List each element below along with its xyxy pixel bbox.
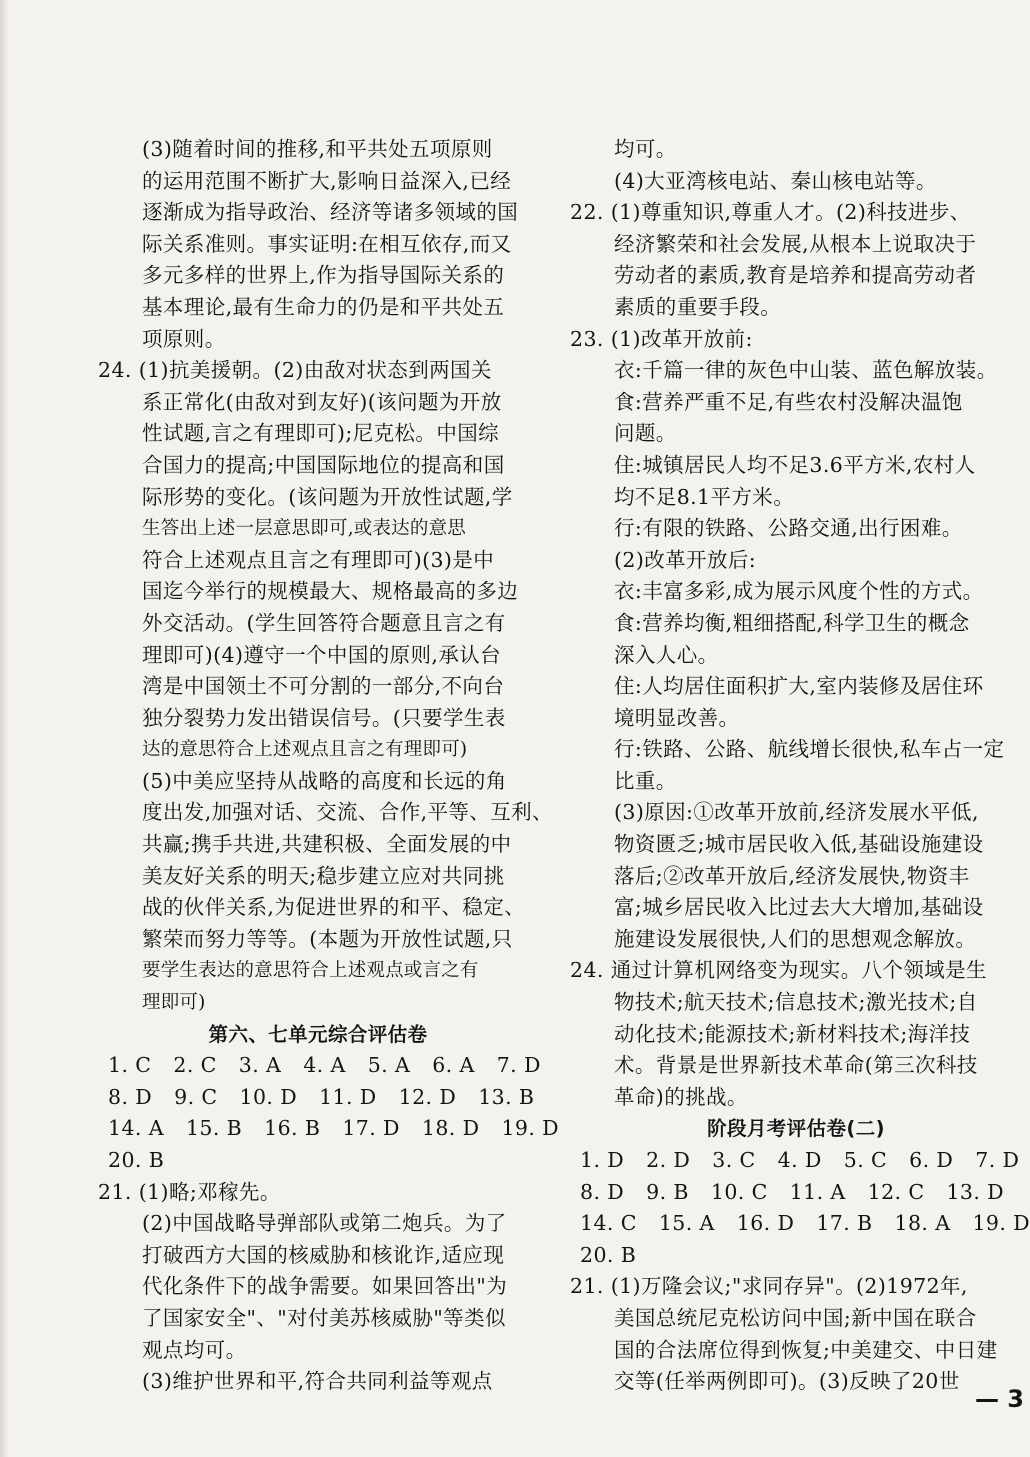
answer-choice: 18. A	[894, 1211, 951, 1236]
answer-choice: 16. B	[264, 1116, 321, 1141]
answer-choice: 7. D	[975, 1148, 1020, 1172]
answer-row	[570, 1208, 1030, 1240]
answer-choice: 9. B	[646, 1179, 689, 1204]
text-line: 代化条件下的战争需要。如果回答出"为	[142, 1274, 508, 1299]
text-line: 24. 通过计算机网络变为现实。八个领域是生	[570, 958, 987, 983]
text-line: 的运用范围不断扩大,影响日益深入,已经	[142, 168, 512, 193]
answer-choice: 1. D	[580, 1148, 625, 1172]
text-line: 项原则。	[142, 326, 226, 351]
text-line: 性试题,言之有理即可);尼克松。中国综	[142, 421, 500, 446]
text-line: (2)改革开放后:	[614, 547, 757, 572]
text-line: 国的合法席位得到恢复;中美建交、中日建	[614, 1337, 998, 1362]
text-line: 住:人均居住面积扩大,室内装修及居住环	[614, 674, 984, 699]
answer-choice: 18. D	[421, 1116, 480, 1141]
text-line: 术。背景是世界新技术革命(第三次科技	[614, 1053, 978, 1078]
answer-choice: 16. D	[736, 1211, 795, 1236]
answer-choice: 7. D	[496, 1053, 541, 1078]
left-column	[98, 134, 559, 1398]
page-number: — 3	[974, 1385, 1024, 1413]
text-line: 合国力的提高;中国国际地位的提高和国	[142, 452, 505, 477]
answer-choice: 4. D	[777, 1148, 822, 1172]
text-line: 生答出上述一层意思即可,或表达的意思	[142, 518, 466, 540]
text-line: 食:营养严重不足,有些农村没解决温饱	[614, 389, 963, 414]
text-line: 独分裂势力发出错误信号。(只要学生表	[142, 705, 506, 730]
text-line: 观点均可。	[142, 1337, 247, 1362]
answer-choice: 15. B	[185, 1116, 243, 1141]
answer-row	[98, 1082, 538, 1114]
text-line: 22. (1)尊重知识,尊重人才。(2)科技进步、	[570, 200, 971, 225]
answer-choice: 13. B	[478, 1084, 535, 1109]
answer-choice: 11. D	[319, 1084, 377, 1109]
section-title: 第六、七单元综合评估卷	[208, 1022, 428, 1046]
text-line: 21. (1)万隆会议;"求同存异"。(2)1972年,	[570, 1274, 968, 1299]
answer-choice: 12. C	[867, 1179, 925, 1204]
text-line: (3)维护世界和平,符合共同利益等观点	[142, 1369, 493, 1394]
text-line: 住:城镇居民人均不足3.6平方米,农村人	[614, 452, 976, 477]
text-line: 符合上述观点且言之有理即可)(3)是中	[142, 547, 495, 572]
text-line: 达的意思符合上述观点且言之有理即可)	[142, 739, 468, 761]
text-line: 经济繁荣和社会发展,从根本上说取决于	[614, 231, 977, 256]
text-line: 21. (1)略;邓稼先。	[98, 1179, 281, 1204]
text-line: 系正常化(由敌对到友好)(该问题为开放	[142, 389, 502, 414]
answer-choice: 6. D	[909, 1148, 954, 1172]
answer-choice: 1. C	[108, 1053, 152, 1078]
text-line: (3)原因:①改革开放前,经济发展水平低,	[614, 800, 979, 825]
text-line: 境明显改善。	[614, 705, 740, 730]
answer-choice: 8. D	[580, 1179, 625, 1204]
text-line: 行:铁路、公路、航线增长很快,私车占一定	[614, 737, 1005, 762]
text-line: 交等(任举两例即可)。(3)反映了20世	[614, 1369, 960, 1394]
answer-choice: 2. D	[646, 1148, 691, 1172]
answer-choice: 17. B	[816, 1211, 873, 1236]
text-line: 理即可)	[142, 992, 206, 1014]
text-line: 理即可)(4)遵守一个中国的原则,承认台	[142, 642, 502, 667]
text-line: 劳动者的素质,教育是培养和提高劳动者	[614, 263, 977, 288]
answer-row	[98, 1145, 538, 1177]
answer-choice: 3. A	[238, 1053, 282, 1078]
answer-row	[98, 1050, 541, 1082]
text-line: 际关系准则。事实证明:在相互依存,而又	[142, 231, 512, 256]
answer-row	[570, 1145, 1022, 1177]
text-line: (5)中美应坚持从战略的高度和长远的角	[142, 768, 507, 793]
text-line: 物技术;航天技术;信息技术;激光技术;自	[614, 990, 978, 1015]
text-line: 动化技术;能源技术;新材料技术;海洋技	[614, 1021, 971, 1046]
text-line: (2)中国战略导弹部队或第二炮兵。为了	[142, 1211, 507, 1236]
text-line: 了国家安全"、"对付美苏核威胁"等类似	[142, 1305, 506, 1330]
text-line: 衣:千篇一律的灰色中山装、蓝色解放装。	[614, 358, 998, 383]
text-line: 施建设发展很快,人们的思想观念解放。	[614, 926, 977, 951]
text-line: 衣:丰富多彩,成为展示风度个性的方式。	[614, 579, 984, 604]
text-line: 比重。	[614, 768, 677, 793]
text-line: 食:营养均衡,粗细搭配,科学卫生的概念	[614, 610, 970, 635]
text-line: 多元多样的世界上,作为指导国际关系的	[142, 263, 505, 288]
answer-choice: 9. C	[174, 1084, 218, 1109]
answer-choice: 15. A	[658, 1211, 715, 1236]
text-line: 基本理论,最有生命力的仍是和平共处五	[142, 294, 505, 319]
text-line: 逐渐成为指导政治、经济等诸多领域的国	[142, 200, 519, 225]
answer-row	[98, 1113, 559, 1145]
answer-choice: 10. D	[239, 1084, 298, 1109]
answer-choice: 14. A	[108, 1116, 164, 1141]
answer-row	[570, 1240, 1022, 1272]
right-column	[570, 134, 1030, 1398]
text-line: 落后;②改革开放后,经济发展快,物资丰	[614, 863, 970, 888]
text-line: 际形势的变化。(该问题为开放性试题,学	[142, 484, 513, 509]
text-line: 美国总统尼克松访问中国;新中国在联合	[614, 1305, 977, 1330]
page-edge-shadow	[0, 0, 8, 1457]
answer-choice: 3. C	[712, 1148, 756, 1172]
answer-row	[570, 1177, 1022, 1209]
text-line: 外交活动。(学生回答符合题意且言之有	[142, 610, 506, 635]
answer-choice: 5. A	[367, 1053, 411, 1078]
answer-choice: 19. D	[972, 1211, 1030, 1236]
answer-choice: 6. A	[432, 1053, 475, 1078]
answer-choice: 19. D	[501, 1116, 559, 1141]
text-line: 湾是中国领土不可分割的一部分,不向台	[142, 674, 505, 699]
section-title: 阶段月考评估卷(二)	[707, 1117, 885, 1141]
text-line: 物资匮乏;城市居民收入低,基础设施建设	[614, 832, 984, 857]
text-line: 战的伙伴关系,为促进世界的和平、稳定、	[142, 895, 526, 920]
text-line: 行:有限的铁路、公路交通,出行困难。	[614, 516, 963, 541]
text-line: 共赢;携手共进,共建积极、全面发展的中	[142, 832, 512, 857]
text-line: 24. (1)抗美援朝。(2)由敌对状态到两国关	[98, 358, 492, 383]
answer-choice: 17. D	[342, 1116, 400, 1141]
text-line: 深入人心。	[614, 642, 719, 667]
text-line: 23. (1)改革开放前:	[570, 326, 753, 351]
answer-choice: 13. D	[946, 1179, 1004, 1204]
answer-choice: 12. D	[398, 1084, 457, 1109]
answer-choice: 11. A	[789, 1179, 846, 1204]
text-line: 繁荣而努力等等。(本题为开放性试题,只	[142, 926, 513, 951]
text-line: 素质的重要手段。	[614, 294, 782, 319]
text-line: 度出发,加强对话、交流、合作,平等、互利、	[142, 800, 553, 825]
answer-choice: 10. C	[710, 1179, 768, 1204]
answer-choice: 14. C	[580, 1211, 637, 1236]
answer-choice: 20. B	[108, 1148, 165, 1172]
answer-choice: 4. A	[303, 1053, 346, 1078]
text-line: 打破西方大国的核威胁和核讹诈,适应现	[142, 1242, 505, 1267]
answer-choice: 5. C	[843, 1148, 888, 1172]
text-line: 富;城乡居民收入比过去大大增加,基础设	[614, 895, 984, 920]
answer-choice: 8. D	[108, 1084, 153, 1109]
text-line: (3)随着时间的推移,和平共处五项原则	[142, 137, 493, 161]
text-line: 均不足8.1平方米。	[614, 484, 795, 509]
text-line: 美友好关系的明天;稳步建立应对共同挑	[142, 863, 505, 888]
answer-choice: 20. B	[580, 1242, 637, 1267]
text-line: 均可。	[614, 137, 677, 161]
answer-choice: 2. C	[173, 1053, 217, 1078]
text-line: 问题。	[614, 421, 677, 446]
text-line: (4)大亚湾核电站、秦山核电站等。	[614, 168, 937, 193]
text-line: 要学生表达的意思符合上述观点或言之有	[142, 960, 479, 982]
text-line: 国迄今举行的规模最大、规格最高的多边	[142, 579, 519, 604]
text-line: 革命)的挑战。	[614, 1084, 748, 1109]
